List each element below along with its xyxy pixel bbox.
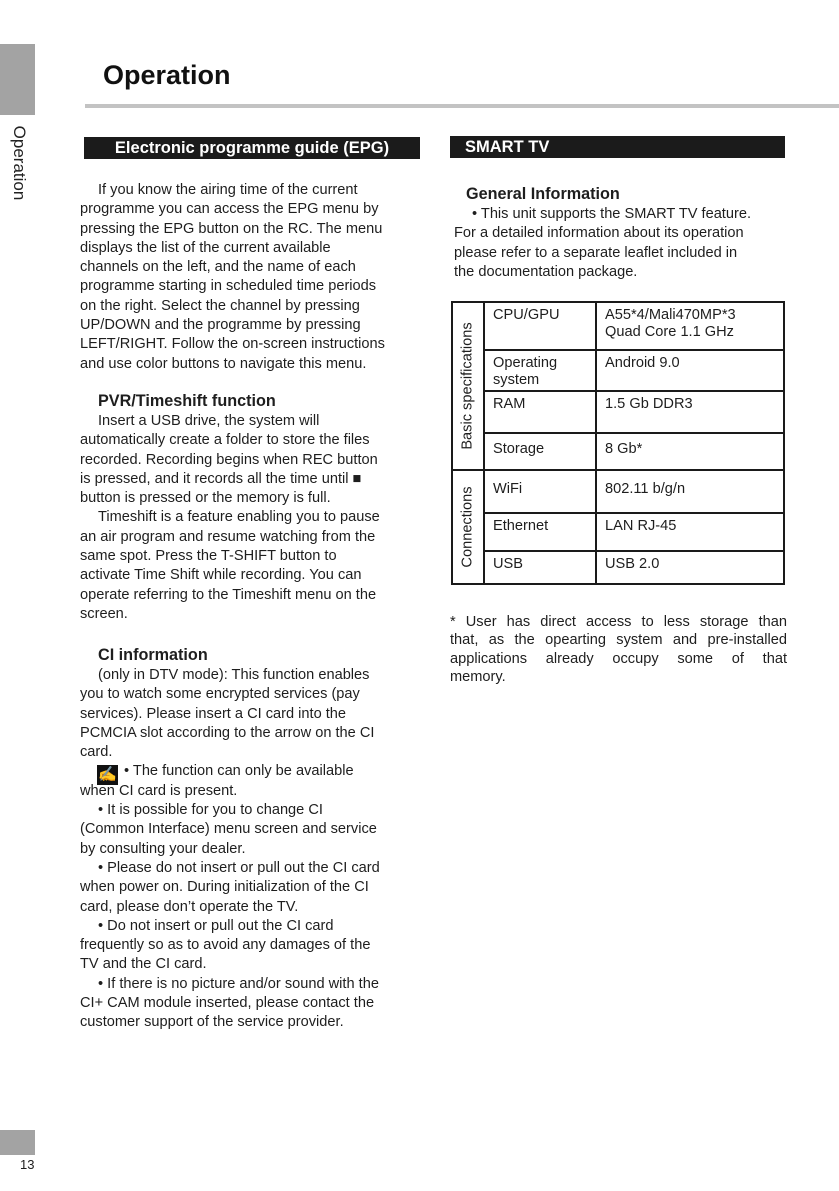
text-line-content: TV and the CI card. <box>80 956 207 973</box>
text-line <box>454 224 751 243</box>
side-section-label: Operation <box>10 125 29 201</box>
group-label: Basic specifications <box>459 322 476 450</box>
pvr-paragraph <box>80 412 380 624</box>
table-row <box>452 551 784 584</box>
group-connections <box>452 470 484 584</box>
text-line <box>80 200 385 219</box>
text-line-content: when power on. During initialization of the CI <box>80 879 369 896</box>
text-line-content: automatically create a folder to store the files <box>80 432 370 449</box>
spec-value-line: A55*4/Mali470MP*3 <box>605 307 736 323</box>
note-pen-icon: ✍ <box>98 766 117 784</box>
text-line-content: programme you can access the EPG menu by <box>80 201 379 218</box>
table-row <box>452 470 784 513</box>
text-line-content: operate referring to the Timeshift menu on the <box>80 586 377 603</box>
text-line <box>80 975 380 994</box>
text-line <box>80 239 385 258</box>
text-line <box>80 220 385 239</box>
text-line-content: you to watch some encrypted services (pay <box>80 686 360 703</box>
spec-label: Ethernet <box>484 513 596 551</box>
text-line-content: recorded. Recording begins when REC button <box>80 451 378 468</box>
text-line <box>80 528 380 547</box>
text-line <box>80 547 380 566</box>
epg-section-header: Electronic programme guide (EPG) <box>84 137 420 159</box>
spec-value: 8 Gb* <box>596 433 784 470</box>
text-line-content: button is pressed or the memory is full. <box>80 490 331 507</box>
text-line <box>80 666 380 685</box>
text-line-content: when CI card is present. <box>80 782 238 799</box>
text-line <box>80 762 380 784</box>
text-line-content: the documentation package. <box>454 263 638 280</box>
text-line <box>450 668 787 686</box>
text-line <box>454 205 751 224</box>
text-line <box>80 859 380 878</box>
text-line-content: • It is possible for you to change CI <box>98 802 323 819</box>
smart-tv-section-header: SMART TV <box>450 136 785 158</box>
spec-value-line: Quad Core 1.1 GHz <box>605 324 734 340</box>
epg-paragraph <box>80 181 385 374</box>
text-line-content: same spot. Press the T-SHIFT button to <box>80 548 337 565</box>
text-line <box>80 917 380 936</box>
group-label: Connections <box>459 486 476 568</box>
spec-label-line: system <box>493 372 540 388</box>
ci-paragraph <box>80 666 380 1033</box>
text-line <box>80 451 380 470</box>
text-line-content: (Common Interface) menu screen and service <box>80 821 377 838</box>
ci-heading: CI information <box>98 646 208 664</box>
text-line <box>80 355 385 374</box>
text-line-content: please refer to a separate leaflet included in <box>454 244 738 261</box>
table-row <box>452 513 784 551</box>
table-row <box>452 302 784 350</box>
spec-table <box>451 301 785 585</box>
text-line <box>80 685 380 704</box>
spec-label: WiFi <box>484 470 596 513</box>
text-line-content: an air program and resume watching from the <box>80 528 376 545</box>
spec-value: 802.11 b/g/n <box>596 470 784 513</box>
storage-footnote <box>450 613 787 686</box>
text-line <box>80 335 385 354</box>
text-line <box>80 277 385 296</box>
text-line <box>80 801 380 820</box>
text-line-content: that, as the opearting system and pre-installed <box>450 632 787 649</box>
table-row <box>452 350 784 391</box>
text-line-content: frequently so as to avoid any damages of the <box>80 937 371 954</box>
text-line <box>80 994 380 1013</box>
text-line-content: card, please don’t operate the TV. <box>80 898 299 915</box>
text-line <box>454 263 751 282</box>
text-line-content: For a detailed information about its operation <box>454 225 744 242</box>
text-line-content: screen. <box>80 605 128 622</box>
section-tab-marker <box>0 44 35 115</box>
text-line <box>80 705 380 724</box>
text-line-content: UP/DOWN and the programme by pressing <box>80 317 361 334</box>
text-line-content: by consulting your dealer. <box>80 840 246 857</box>
text-line-content: on the right. Select the channel by pressing <box>80 297 360 314</box>
table-row <box>452 391 784 433</box>
text-line-content: CI+ CAM module inserted, please contact the <box>80 995 375 1012</box>
text-line-content: customer support of the service provider. <box>80 1014 344 1031</box>
text-line <box>80 724 380 743</box>
text-line-content: Timeshift is a feature enabling you to pause <box>98 509 380 526</box>
text-line-content: activate Time Shift while recording. You can <box>80 567 362 584</box>
spec-label-line: Operating <box>493 355 558 371</box>
text-line <box>80 316 385 335</box>
text-line-content: PCMCIA slot according to the arrow on the CI <box>80 724 375 741</box>
page-title: Operation <box>103 60 231 90</box>
text-line <box>80 470 380 489</box>
text-line <box>450 631 787 649</box>
smart-tv-paragraph <box>454 205 751 282</box>
pvr-heading: PVR/Timeshift function <box>98 392 276 410</box>
text-line <box>80 1013 380 1032</box>
text-line <box>80 181 385 200</box>
text-line-content: LEFT/RIGHT. Follow the on-screen instructions <box>80 336 385 353</box>
text-line <box>80 878 380 897</box>
text-line-content: card. <box>80 744 113 761</box>
text-line <box>80 431 380 450</box>
spec-value: 1.5 Gb DDR3 <box>596 391 784 433</box>
spec-label: USB <box>484 551 596 584</box>
spec-label: RAM <box>484 391 596 433</box>
group-basic-specs <box>452 302 484 470</box>
text-line-content: * User has direct access to less storage than <box>450 614 787 630</box>
text-line-content: Insert a USB drive, the system will <box>98 413 320 429</box>
text-line-content: and use color buttons to navigate this menu. <box>80 355 367 372</box>
text-line-content: services). Please insert a CI card into the <box>80 705 347 722</box>
text-line-content: is pressed, and it records all the time until ■ <box>80 470 362 487</box>
text-line-content: • If there is no picture and/or sound with the <box>98 975 379 992</box>
text-line-content: programme starting in scheduled time periods <box>80 278 377 295</box>
text-line <box>80 566 380 585</box>
text-line-content: If you know the airing time of the current <box>98 182 358 198</box>
spec-value: LAN RJ-45 <box>596 513 784 551</box>
text-line <box>80 820 380 839</box>
spec-label <box>484 350 596 391</box>
text-line-content: displays the list of the current available <box>80 239 331 256</box>
spec-value <box>596 302 784 350</box>
spec-value: USB 2.0 <box>596 551 784 584</box>
title-divider <box>85 104 839 108</box>
text-line <box>80 605 380 624</box>
text-line <box>80 936 380 955</box>
text-line <box>454 244 751 263</box>
text-line <box>80 955 380 974</box>
page-number-marker <box>0 1130 35 1155</box>
text-line-content: pressing the EPG button on the RC. The menu <box>80 220 383 237</box>
text-line <box>80 586 380 605</box>
text-line <box>80 412 380 431</box>
text-line <box>80 840 380 859</box>
text-line <box>80 782 380 801</box>
text-line <box>80 258 385 277</box>
text-line <box>80 297 385 316</box>
table-row <box>452 433 784 470</box>
page-number: 13 <box>20 1157 35 1172</box>
text-line-content: (only in DTV mode): This function enables <box>98 667 370 683</box>
text-line-content: • Please do not insert or pull out the CI card <box>98 859 380 876</box>
text-line-content: • The function can only be available <box>124 763 354 780</box>
text-line <box>80 898 380 917</box>
spec-label: Storage <box>484 433 596 470</box>
text-line-content: • Do not insert or pull out the CI card <box>98 917 334 934</box>
general-information-heading: General Information <box>466 185 620 203</box>
text-line-content: applications already occupy some of that <box>450 650 787 667</box>
text-line <box>80 489 380 508</box>
text-line-content: channels on the left, and the name of each <box>80 259 356 276</box>
text-line <box>80 508 380 527</box>
spec-value: Android 9.0 <box>596 350 784 391</box>
text-line <box>450 613 787 631</box>
text-line-content: memory. <box>450 668 506 685</box>
spec-label: CPU/GPU <box>484 302 596 350</box>
text-line-content: • This unit supports the SMART TV feature. <box>472 206 752 222</box>
text-line <box>80 743 380 762</box>
text-line <box>450 650 787 668</box>
